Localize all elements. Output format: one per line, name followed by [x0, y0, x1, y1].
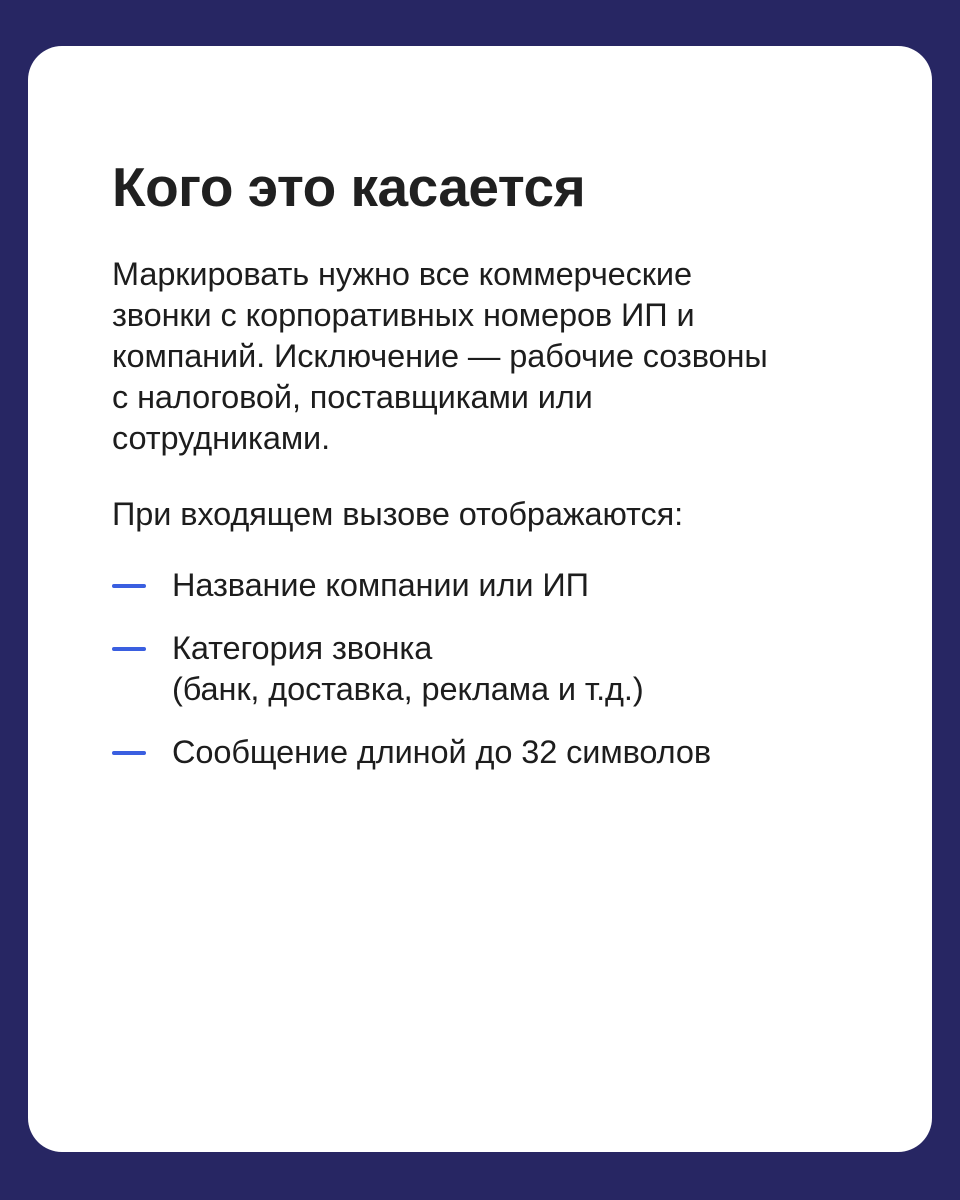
content-card [28, 46, 932, 1152]
bullet-list [112, 565, 792, 773]
dash-icon [112, 584, 146, 588]
list-item-sublabel: (банк, доставка, реклама и т.д.) [172, 671, 644, 708]
list-item-label: Сообщение длиной до 32 символов [172, 734, 712, 771]
list-item-label: Название компании или ИП [172, 567, 589, 604]
main-paragraph: Маркировать нужно все коммерческие звонки с корпоративных номеров ИП и компаний. Исключение — рабочие созвоны с налоговой, поставщиками или сотрудниками. [112, 256, 768, 457]
list-item-label: Категория звонка [172, 630, 433, 667]
dash-icon [112, 751, 146, 755]
page-title: Кого это касается [112, 156, 586, 218]
card-content [112, 158, 792, 773]
list-item [112, 732, 792, 773]
intro-paragraph: При входящем вызове отображаются: [112, 496, 684, 533]
list-item [112, 628, 792, 710]
dash-icon [112, 647, 146, 651]
list-item [112, 565, 792, 606]
